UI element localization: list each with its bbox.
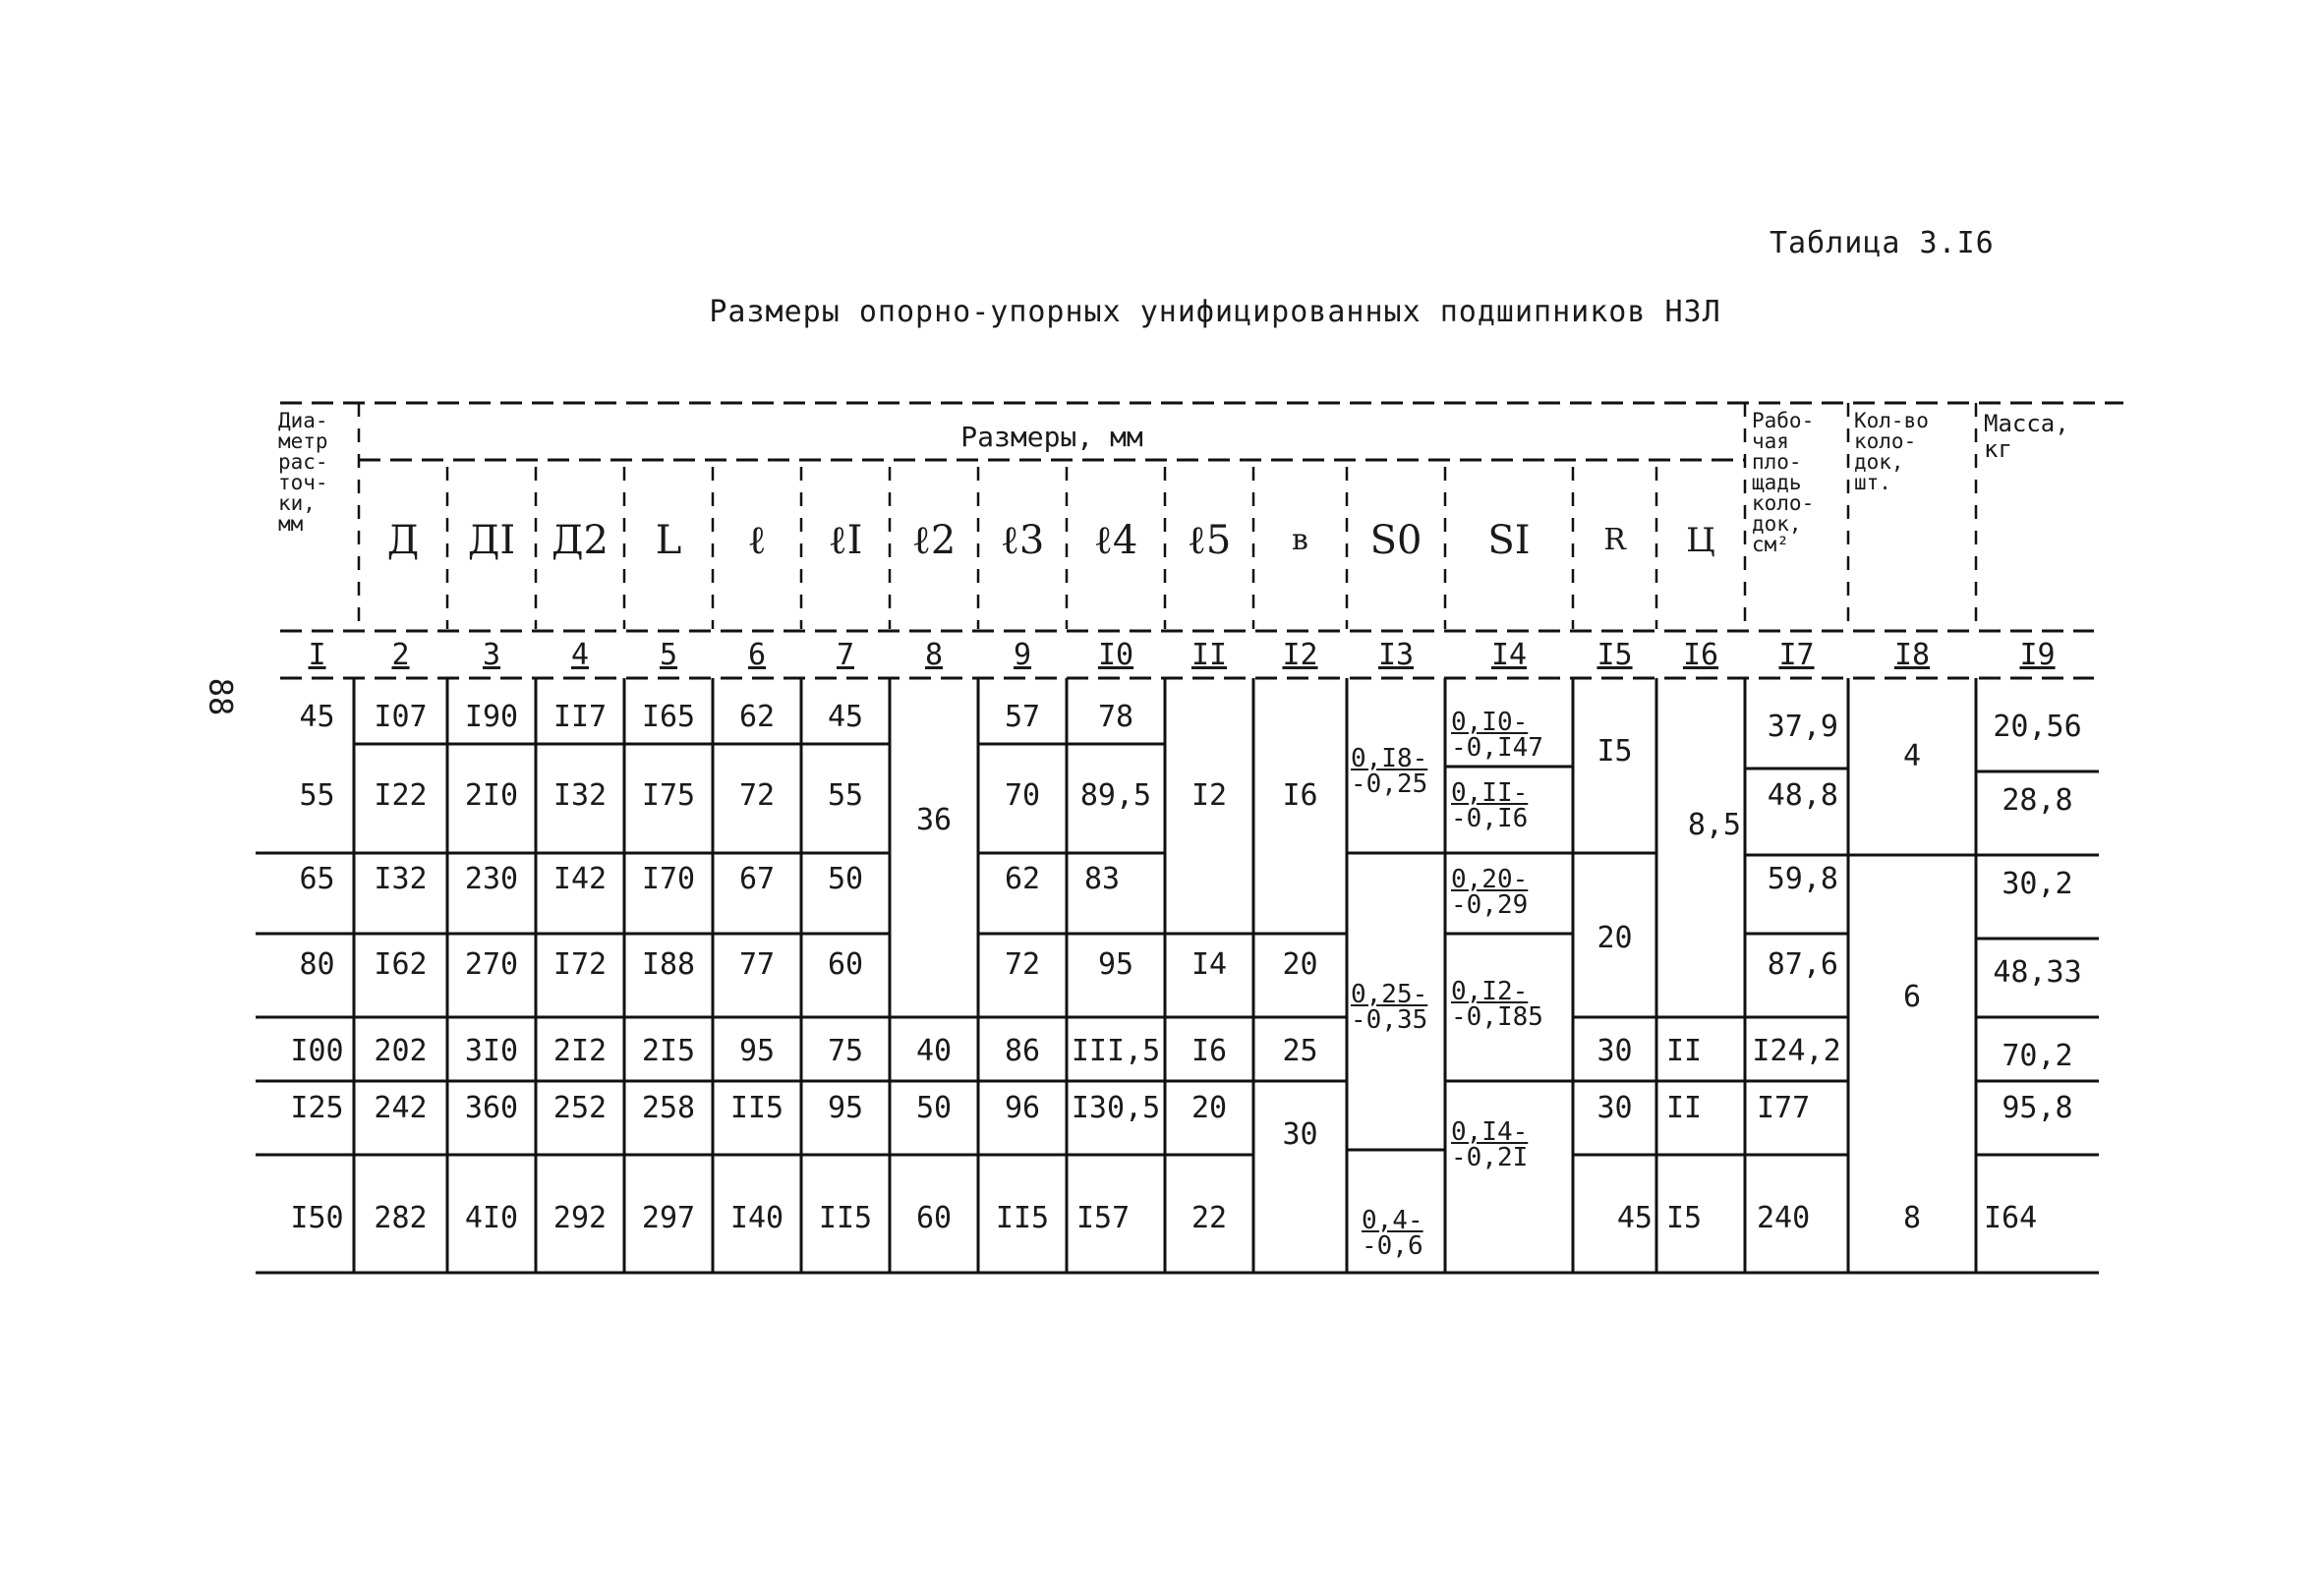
cell-r7-c5: 297	[641, 1201, 696, 1235]
cell-r6-c16: II	[1666, 1091, 1703, 1125]
symbol-l1: ℓI	[828, 518, 863, 563]
cell-r2-c17: 48,8	[1767, 778, 1838, 813]
symbol-D1: ДI	[467, 518, 516, 563]
cell-r6-c6: II5	[729, 1091, 784, 1125]
cell-r7-c3: 4I0	[464, 1201, 519, 1235]
symbol-b: в	[1292, 523, 1308, 557]
symbol-l3: ℓ3	[1000, 518, 1045, 563]
cell-r7-c9: II5	[995, 1201, 1050, 1235]
cell-r5-c12: 25	[1282, 1034, 1318, 1068]
cell-r6-c3: 360	[464, 1091, 519, 1125]
cell-merged-c11-rows1-3: I2	[1190, 778, 1228, 813]
cell-r2-c7: 55	[827, 778, 864, 813]
cell-r4-c11: I4	[1190, 947, 1228, 982]
colnum-15: I5	[1596, 637, 1633, 672]
cell-r2-c10: 89,5	[1079, 778, 1152, 813]
cell-r2-c1: 55	[299, 778, 335, 813]
cell-r1-c3: I90	[464, 700, 519, 734]
cell-r4-c19: 48,33	[1993, 955, 2082, 990]
colnum-13: I3	[1377, 637, 1415, 672]
cell-r4-c7: 60	[827, 947, 864, 982]
cell-r5-c2: 202	[374, 1034, 428, 1068]
cell-r3-c1: 65	[299, 862, 335, 896]
cell-r5-c7: 75	[827, 1034, 864, 1068]
cell-r4-c12: 20	[1282, 947, 1318, 982]
cell-r1-c9: 57	[1004, 700, 1041, 734]
cell-r5-c17: I24,2	[1752, 1034, 1841, 1068]
cell-r5-c5: 2I5	[641, 1034, 696, 1068]
cell-merged-c13-row7	[1362, 1199, 1445, 1268]
cell-r6-c1: I25	[290, 1091, 344, 1125]
cell-merged-c13-rows3-6	[1351, 973, 1445, 1042]
colnum-10: I0	[1097, 637, 1134, 672]
cell-r7-c11: 22	[1190, 1201, 1228, 1235]
cell-merged-c18-rows1-2: 4	[1902, 739, 1922, 773]
cell-r4-c1: 80	[299, 947, 335, 982]
symbol-l4: ℓ4	[1093, 518, 1138, 563]
cell-r6-c19: 95,8	[2002, 1091, 2073, 1125]
symbol-S1: SI	[1487, 518, 1531, 563]
symbol-S0: S0	[1369, 518, 1422, 563]
cell-r3-c6: 67	[738, 862, 776, 896]
cell-r4-c3: 270	[464, 947, 519, 982]
cell-r7-c10: I57	[1076, 1201, 1131, 1235]
cell-merged-c14-rows6-7	[1451, 1115, 1573, 1174]
cell-r5-c4: 2I2	[552, 1034, 608, 1068]
cell-merged-c16-rows1-4: 8,5	[1687, 808, 1741, 842]
cell-c14-row3	[1451, 863, 1573, 922]
cell-r6-c4: 252	[552, 1091, 608, 1125]
symbol-l5: ℓ5	[1187, 518, 1232, 563]
cell-r5-c1: I00	[290, 1034, 344, 1068]
cell-merged-c12-rows1-3: I6	[1282, 778, 1318, 813]
colnum-2: 2	[391, 637, 410, 672]
body-horizontals	[256, 744, 2099, 1273]
cell-r3-c4: I42	[552, 862, 608, 896]
cell-r5-c19: 70,2	[2002, 1039, 2073, 1073]
fraction-numerator: 0,20-	[1451, 865, 1529, 894]
cell-r1-c1: 45	[299, 700, 335, 734]
colnum-7: 7	[836, 637, 855, 672]
cell-r7-c17: 240	[1757, 1201, 1811, 1235]
cell-merged-c13-rows1-2	[1351, 737, 1445, 806]
cell-r4-c17: 87,6	[1767, 947, 1838, 982]
symbol-D: Д	[386, 518, 420, 563]
cell-c14-row1	[1451, 706, 1573, 765]
cell-r5-c6: 95	[738, 1034, 776, 1068]
cell-r6-c15: 30	[1596, 1091, 1633, 1125]
cell-merged-c18-rows3-6: 6	[1902, 980, 1922, 1014]
cell-r7-c19: I64	[1984, 1201, 2038, 1235]
cell-r5-c9: 86	[1004, 1034, 1041, 1068]
cell-r3-c7: 50	[827, 862, 864, 896]
cell-r7-c4: 292	[552, 1201, 608, 1235]
fraction-denominator: -0,6	[1362, 1231, 1423, 1261]
cell-r1-c7: 45	[827, 700, 864, 734]
fraction-numerator: 0,I0-	[1451, 708, 1529, 737]
colnum-6: 6	[747, 637, 767, 672]
cell-r3-c3: 230	[464, 862, 519, 896]
cell-r6-c10: I30,5	[1071, 1091, 1161, 1125]
cell-r4-c2: I62	[374, 947, 428, 982]
fraction-denominator: -0,I6	[1451, 804, 1529, 833]
cell-r3-c2: I32	[374, 862, 428, 896]
colnum-3: 3	[482, 637, 501, 672]
cell-c14-row2	[1451, 776, 1573, 835]
cell-r4-c6: 77	[738, 947, 776, 982]
fraction-denominator: -0,25	[1351, 770, 1428, 799]
cell-r3-c19: 30,2	[2002, 867, 2073, 901]
colnum-19: I9	[2019, 637, 2056, 672]
cell-merged-c14-rows4-5	[1451, 975, 1573, 1034]
colnum-14: I4	[1490, 637, 1528, 672]
cell-r7-c15: 45	[1616, 1201, 1653, 1235]
fraction-numerator: 0,I4-	[1451, 1117, 1529, 1147]
colnum-17: I7	[1778, 637, 1815, 672]
colnum-5: 5	[659, 637, 678, 672]
symbol-R: R	[1603, 523, 1626, 557]
cell-r4-c9: 72	[1004, 947, 1041, 982]
cell-r5-c15: 30	[1596, 1034, 1633, 1068]
cell-r6-c5: 258	[641, 1091, 696, 1125]
cell-r6-c2: 242	[374, 1091, 428, 1125]
cell-r4-c5: I88	[641, 947, 696, 982]
header-col1-diameter: Диа- метр рас- точ- ки, мм	[278, 409, 328, 536]
page-number: 88	[202, 677, 240, 716]
cell-r4-c4: I72	[552, 947, 608, 982]
symbol-l2: ℓ2	[911, 518, 957, 563]
cell-r5-c16: II	[1666, 1034, 1703, 1068]
cell-r4-c10: 95	[1097, 947, 1134, 982]
fraction-denominator: -0,I85	[1451, 1002, 1543, 1032]
cell-r3-c10: 83	[1084, 862, 1121, 896]
header-col17-area: Рабо- чая пло- щадь коло- док, см²	[1752, 409, 1815, 556]
fraction-denominator: -0,I47	[1451, 733, 1543, 763]
cell-r3-c17: 59,8	[1767, 862, 1838, 896]
cell-r2-c2: I22	[374, 778, 428, 813]
fraction-denominator: -0,29	[1451, 890, 1529, 920]
cell-r2-c4: I32	[552, 778, 608, 813]
colnum-18: I8	[1893, 637, 1931, 672]
fraction-numerator: 0,4-	[1362, 1206, 1423, 1235]
cell-r6-c9: 96	[1004, 1091, 1041, 1125]
colnum-1: I	[308, 637, 326, 672]
colnum-8: 8	[924, 637, 944, 672]
cell-r7-c16: I5	[1666, 1201, 1703, 1235]
cell-r7-c8: 60	[915, 1201, 953, 1235]
cell-r5-c8: 40	[915, 1034, 953, 1068]
cell-r7-c1: I50	[290, 1201, 344, 1235]
cell-r2-c6: 72	[738, 778, 776, 813]
cell-merged-c15-rows1-2: I5	[1596, 734, 1633, 769]
cell-r1-c17: 37,9	[1767, 710, 1838, 744]
fraction-denominator: -0,2I	[1451, 1143, 1529, 1172]
symbol-Ts: Ц	[1686, 521, 1715, 560]
cell-r2-c3: 2I0	[464, 778, 519, 813]
cell-r5-c11: I6	[1190, 1034, 1228, 1068]
cell-r1-c10: 78	[1097, 700, 1134, 734]
colnum-16: I6	[1682, 637, 1719, 672]
cell-r7-c2: 282	[374, 1201, 428, 1235]
cell-r1-c2: I07	[374, 700, 428, 734]
cell-merged-c12-rows6-7: 30	[1282, 1117, 1318, 1152]
fraction-numerator: 0,I8-	[1351, 744, 1428, 773]
cell-r1-c5: I65	[641, 700, 696, 734]
fraction-numerator: 0,I2-	[1451, 977, 1529, 1006]
cell-r5-c3: 3I0	[464, 1034, 519, 1068]
table-caption: Таблица 3.I6	[1770, 226, 1995, 260]
symbol-L: L	[655, 518, 682, 563]
cell-r7-c6: I40	[729, 1201, 784, 1235]
fraction-numerator: 0,25-	[1351, 980, 1428, 1009]
cell-r1-c6: 62	[738, 700, 776, 734]
cell-merged-c15-rows3-4: 20	[1596, 921, 1633, 955]
cell-r3-c5: I70	[641, 862, 696, 896]
cell-r1-c19: 20,56	[1993, 710, 2082, 744]
cell-merged-c8-rows1-4: 36	[915, 803, 953, 837]
colnum-12: I2	[1282, 637, 1318, 672]
cell-r6-c7: 95	[827, 1091, 864, 1125]
header-col19-mass: Масса, кг	[1984, 410, 2069, 463]
cell-r1-c4: II7	[552, 700, 608, 734]
symbol-l: ℓ	[747, 518, 767, 563]
cell-r6-c11: 20	[1190, 1091, 1228, 1125]
colnum-11: II	[1190, 637, 1228, 672]
header-group-sizes: Размеры, мм	[960, 421, 1143, 453]
fraction-denominator: -0,35	[1351, 1005, 1428, 1035]
colnum-4: 4	[570, 637, 590, 672]
symbol-D2: Д2	[551, 518, 609, 563]
cell-r2-c9: 70	[1004, 778, 1041, 813]
cell-r5-c10: III,5	[1071, 1034, 1161, 1068]
fraction-numerator: 0,II-	[1451, 778, 1529, 808]
cell-r3-c9: 62	[1004, 862, 1041, 896]
colnum-9: 9	[1013, 637, 1032, 672]
cell-r2-c5: I75	[641, 778, 696, 813]
cell-r6-c8: 50	[915, 1091, 953, 1125]
header-col18-count: Кол-во коло- док, шт.	[1854, 409, 1929, 494]
cell-r2-c19: 28,8	[2002, 783, 2073, 818]
cell-r7-c18: 8	[1902, 1201, 1922, 1235]
cell-r7-c7: II5	[818, 1201, 873, 1235]
cell-r6-c17: I77	[1757, 1091, 1811, 1125]
table-title: Размеры опорно-упорных унифицированных подшипников НЗЛ	[709, 295, 1721, 329]
